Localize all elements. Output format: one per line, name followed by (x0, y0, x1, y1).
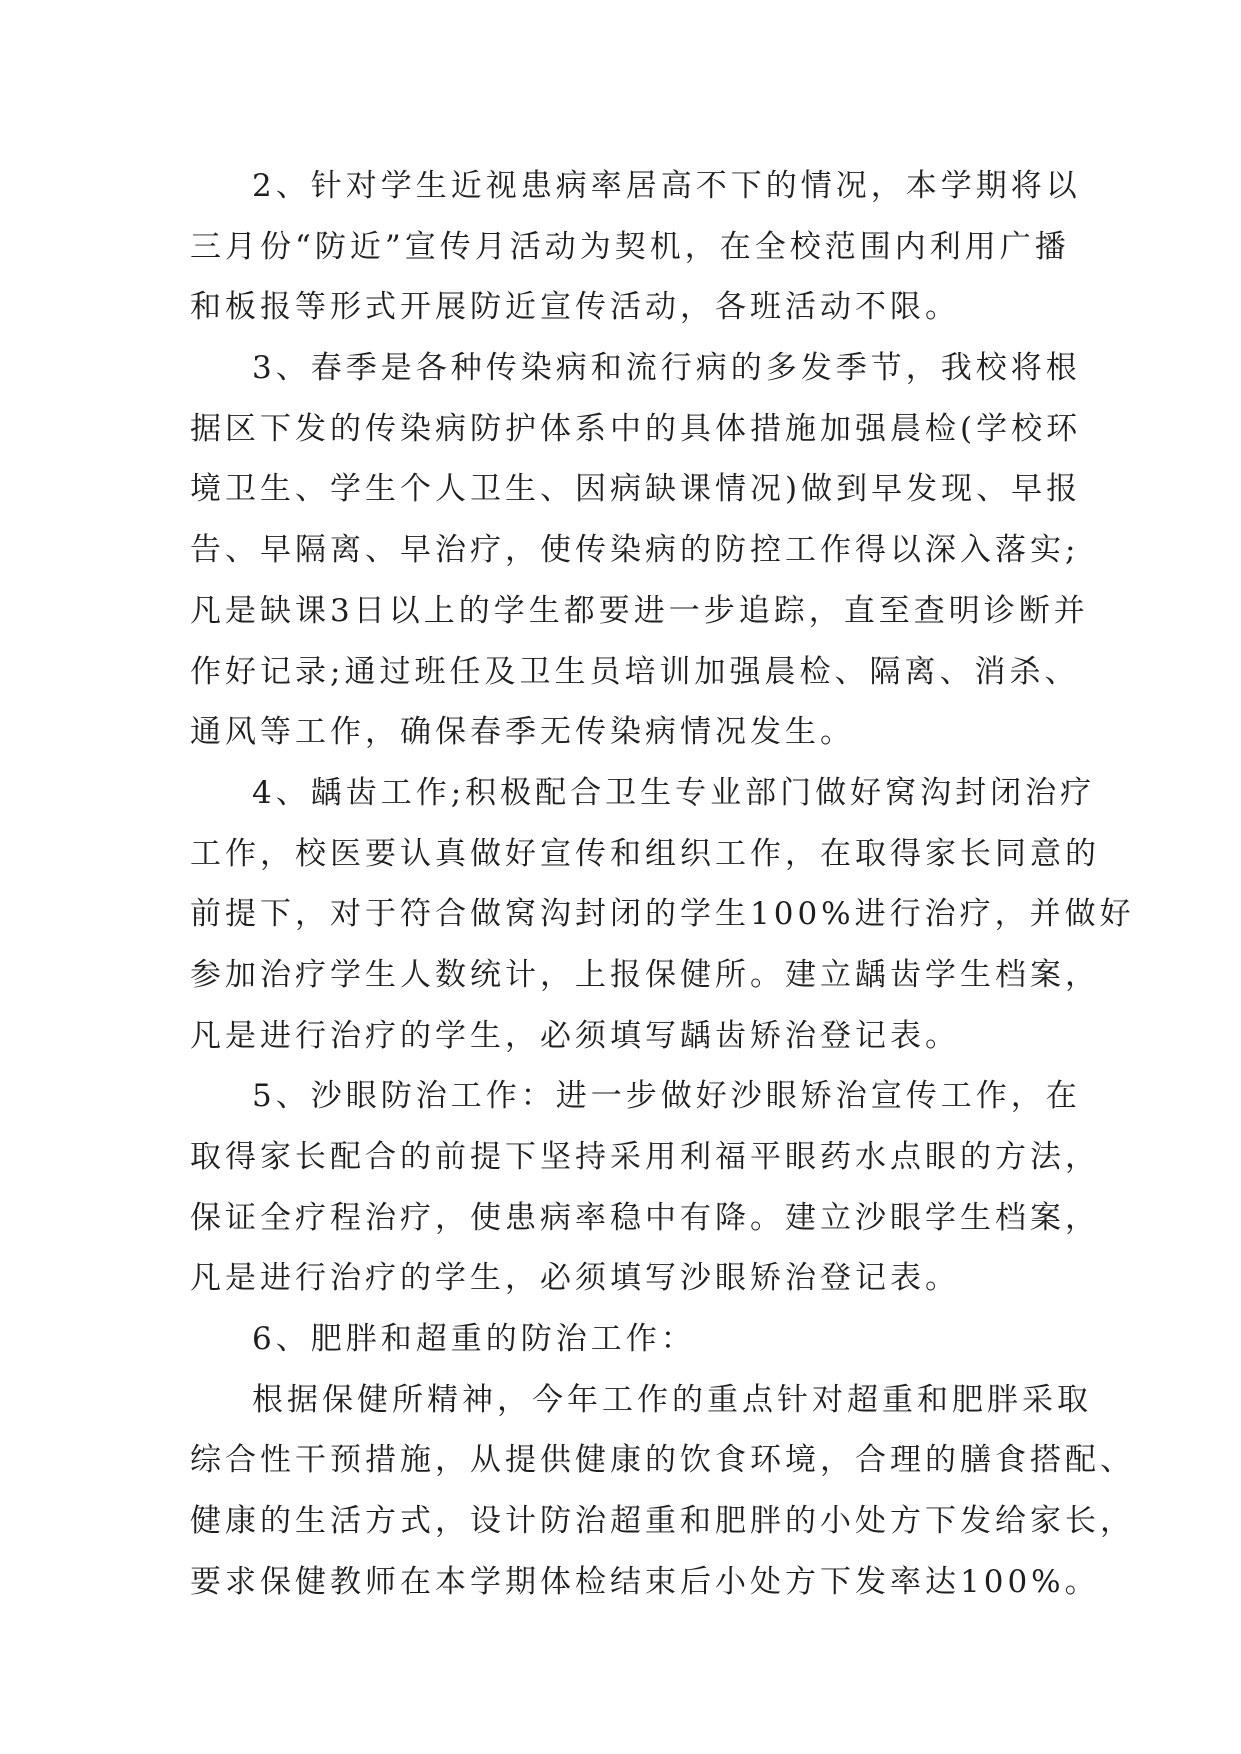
text-line: 综合性干预措施，从提供健康的饮食环境，合理的膳食搭配、 (190, 1442, 1135, 1479)
text-line: 作好记录;通过班任及卫生员培训加强晨检、隔离、消杀、 (190, 653, 1080, 690)
document-body (190, 156, 1135, 1613)
text-line: 和板报等形式开展防近宣传活动，各班活动不限。 (190, 289, 960, 326)
text-line: 6、肥胖和超重的防治工作： (252, 1321, 696, 1358)
text-line: 前提下，对于符合做窝沟封闭的学生100%进行治疗，并做好 (190, 896, 1135, 933)
text-line: 保证全疗程治疗，使患病率稳中有降。建立沙眼学生档案， (190, 1199, 1100, 1236)
text-line: 凡是缺课3日以上的学生都要进一步追踪，直至查明诊断并 (190, 592, 1089, 629)
text-line: 要求保健教师在本学期体检结束后小处方下发率达100%。 (190, 1563, 1100, 1600)
text-line: 通风等工作，确保春季无传染病情况发生。 (190, 714, 855, 751)
text-line: 境卫生、学生个人卫生、因病缺课情况)做到早发现、早报 (190, 471, 1082, 508)
text-line: 三月份“防近”宣传月活动为契机，在全校范围内利用广播 (190, 228, 1070, 265)
text-line: 参加治疗学生人数统计，上报保健所。建立龋齿学生档案， (190, 956, 1100, 993)
text-line: 凡是进行治疗的学生，必须填写龋齿矫治登记表。 (190, 1017, 960, 1054)
text-line: 据区下发的传染病防护体系中的具体措施加强晨检(学校环 (190, 410, 1082, 447)
text-line: 健康的生活方式，设计防治超重和肥胖的小处方下发给家长， (190, 1503, 1135, 1540)
text-line: 工作，校医要认真做好宣传和组织工作，在取得家长同意的 (190, 835, 1100, 872)
text-line: 取得家长配合的前提下坚持采用利福平眼药水点眼的方法， (190, 1139, 1100, 1175)
text-line: 根据保健所精神，今年工作的重点针对超重和肥胖采取 (252, 1381, 1092, 1418)
text-line: 2、针对学生近视患病率居高不下的情况，本学期将以 (252, 168, 1081, 204)
text-line: 凡是进行治疗的学生，必须填写沙眼矫治登记表。 (190, 1260, 960, 1297)
text-line: 5、沙眼防治工作：进一步做好沙眼矫治宣传工作，在 (252, 1078, 1081, 1115)
text-line: 3、春季是各种传染病和流行病的多发季节，我校将根 (252, 350, 1081, 387)
text-line: 告、早隔离、早治疗，使传染病的防控工作得以深入落实; (190, 532, 1080, 569)
text-line: 4、龋齿工作;积极配合卫生专业部门做好窝沟封闭治疗 (252, 774, 1096, 811)
